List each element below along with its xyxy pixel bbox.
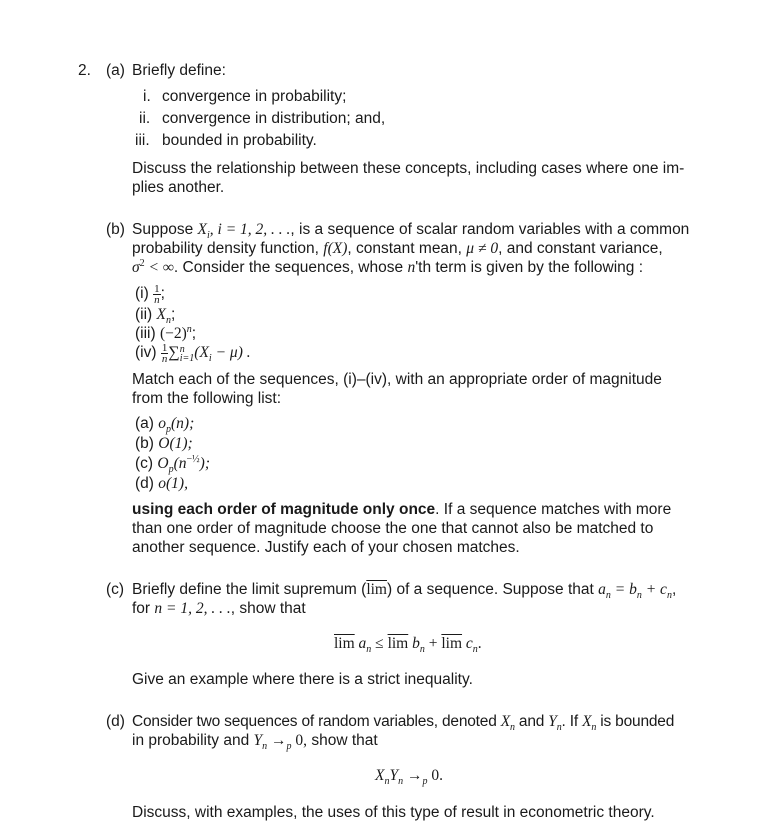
part-d-line-1: Consider two sequences of random variables, denoted $X_n$ and $Y_n$. If $X_n$ is bounded — [132, 713, 675, 734]
part-a-item-2-num: ii. — [139, 110, 151, 127]
part-a-item-1-num: i. — [143, 88, 151, 105]
part-d-label: (d) — [106, 713, 125, 730]
part-a-discuss-line-2: plies another. — [132, 179, 225, 196]
fraction-one-over-n: $\frac{1}{n}$ — [161, 342, 168, 365]
part-c-equation: $\overline{lim}$ $a_n \le \overline{lim}$ $b_n + \overline{lim}$ $c_n$. — [334, 635, 482, 656]
order-d: (d) o(1), — [135, 475, 188, 492]
part-a-item-3-num: iii. — [135, 132, 150, 149]
order-c: (c) $O_p(n^{-\frac{1}{2}})$; — [135, 453, 210, 476]
sequence-iv: (iv) $\frac{1}{n}$ ∑ n i=1 $(X_i - \mu)$ . — [135, 342, 251, 365]
part-b-line-2: probability density function, f(X), constant mean, μ ≠ 0, and constant variance, — [132, 240, 663, 257]
part-b-label: (b) — [106, 221, 125, 238]
sequence-iii: (iii) $(-2)^n$; — [135, 323, 197, 342]
part-b-line-1: Suppose $X_i$, i = 1, 2, . . ., is a sequence of scalar random variables with a common — [132, 221, 690, 242]
part-b-match-line-1: Match each of the sequences, (i)–(iv), with an appropriate order of magnitude — [132, 371, 662, 388]
part-d-discuss: Discuss, with examples, the uses of this type of result in econometric theory. — [132, 804, 655, 821]
part-b-match-line-2: from the following list: — [132, 390, 282, 407]
part-b-using-line-3: another sequence. Justify each of your chosen matches. — [132, 539, 520, 556]
part-a-item-1-text: convergence in probability; — [162, 88, 347, 105]
sequence-i: (i) $\frac{1}{n}$ ; — [135, 283, 165, 306]
fraction-one-over-n: $\frac{1}{n}$ — [154, 283, 160, 306]
part-a-intro: Briefly define: — [132, 62, 226, 79]
question-number: 2. — [78, 62, 91, 79]
part-b-using-line-2: than one order of magnitude choose the one that cannot also be matched to — [132, 520, 654, 537]
part-a-item-3-text: bounded in probability. — [162, 132, 317, 149]
order-a: (a) $o_p(n)$; — [135, 415, 195, 436]
part-a-discuss-line-1: Discuss the relationship between these concepts, including cases where one im- — [132, 160, 685, 177]
part-d-line-2: in probability and $Y_n \to_p$ 0, show that — [132, 732, 378, 753]
order-b: (b) O(1); — [135, 435, 193, 452]
sum-limits: n i=1 — [179, 344, 195, 364]
sequence-ii: (ii) $X_n$; — [135, 306, 176, 327]
part-b-line-3: $\sigma^2$ < ∞. Consider the sequences, whose n'th term is given by the following : — [132, 257, 644, 276]
part-b-using-line-1: using each order of magnitude only once. If a sequence matches with more — [132, 501, 672, 518]
part-c-example: Give an example where there is a strict inequality. — [132, 671, 473, 688]
part-c-label: (c) — [106, 581, 125, 598]
part-a-item-2-text: convergence in distribution; and, — [162, 110, 386, 127]
part-d-equation: $X_nY_n \to_p$ 0. — [375, 767, 443, 788]
part-c-line-2: for n = 1, 2, . . ., show that — [132, 600, 306, 617]
part-c-line-1: Briefly define the limit supremum $(\overline{lim})$ of a sequence. Suppose that $a_n = b_n + c_n$, — [132, 581, 677, 602]
part-a-label: (a) — [106, 62, 125, 79]
